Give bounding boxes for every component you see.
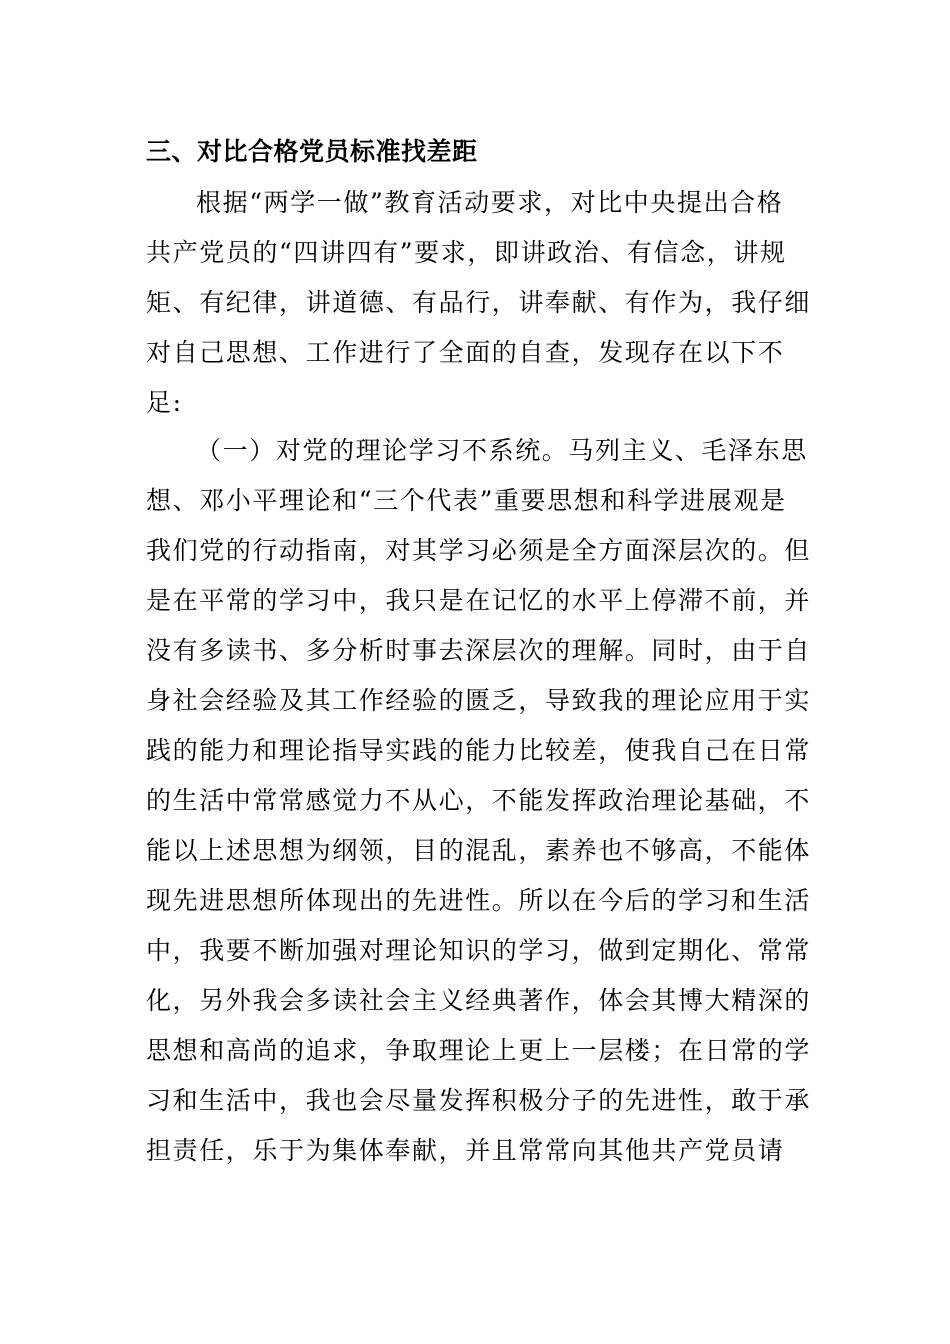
paragraph-line: 践的能力和理论指导实践的能力比较差，使我自己在日常 xyxy=(146,736,812,765)
paragraph-line: 化，另外我会多读社会主义经典著作，体会其博大精深的 xyxy=(146,986,812,1015)
paragraph-line: 能以上述思想为纲领，目的混乱，素养也不够高，不能体 xyxy=(146,836,812,865)
paragraph-line: 中，我要不断加强对理论知识的学习，做到定期化、常常 xyxy=(146,936,812,965)
paragraph-line: 共产党员的“四讲四有”要求，即讲政治、有信念，讲规 xyxy=(146,238,787,267)
paragraph-line: 根据“两学一做”教育活动要求，对比中央提出合格 xyxy=(196,188,784,217)
paragraph-line: 现先进思想所体现出的先进性。所以在今后的学习和生活 xyxy=(146,886,812,915)
paragraph-line: 担责任，乐于为集体奉献，并且常常向其他共产党员请 xyxy=(146,1136,785,1165)
paragraph-line: 没有多读书、多分析时事去深层次的理解。同时，由于自 xyxy=(146,636,812,665)
paragraph-line: 是在平常的学习中，我只是在记忆的水平上停滞不前，并 xyxy=(146,586,812,615)
paragraph-line: 习和生活中，我也会尽量发挥积极分子的先进性，敢于承 xyxy=(146,1086,812,1115)
section-heading: 三、对比合格党员标准找差距 xyxy=(146,137,478,166)
paragraph-line: 我们党的行动指南，对其学习必须是全方面深层次的。但 xyxy=(146,536,812,565)
paragraph-line: （一）对党的理论学习不系统。马列主义、毛泽东思 xyxy=(196,436,808,465)
paragraph-line: 足: xyxy=(146,388,183,417)
paragraph-line: 对自己思想、工作进行了全面的自查，发现存在以下不 xyxy=(146,338,785,367)
paragraph-line: 身社会经验及其工作经验的匮乏，导致我的理论应用于实 xyxy=(146,686,812,715)
paragraph-line: 矩、有纪律，讲道德、有品行，讲奉献、有作为，我仔细 xyxy=(146,288,812,317)
paragraph-line: 思想和高尚的追求，争取理论上更上一层楼；在日常的学 xyxy=(146,1036,812,1065)
paragraph-line: 想、邓小平理论和“三个代表”重要思想和科学进展观是 xyxy=(146,486,787,515)
paragraph-line: 的生活中常常感觉力不从心，不能发挥政治理论基础，不 xyxy=(146,786,812,815)
